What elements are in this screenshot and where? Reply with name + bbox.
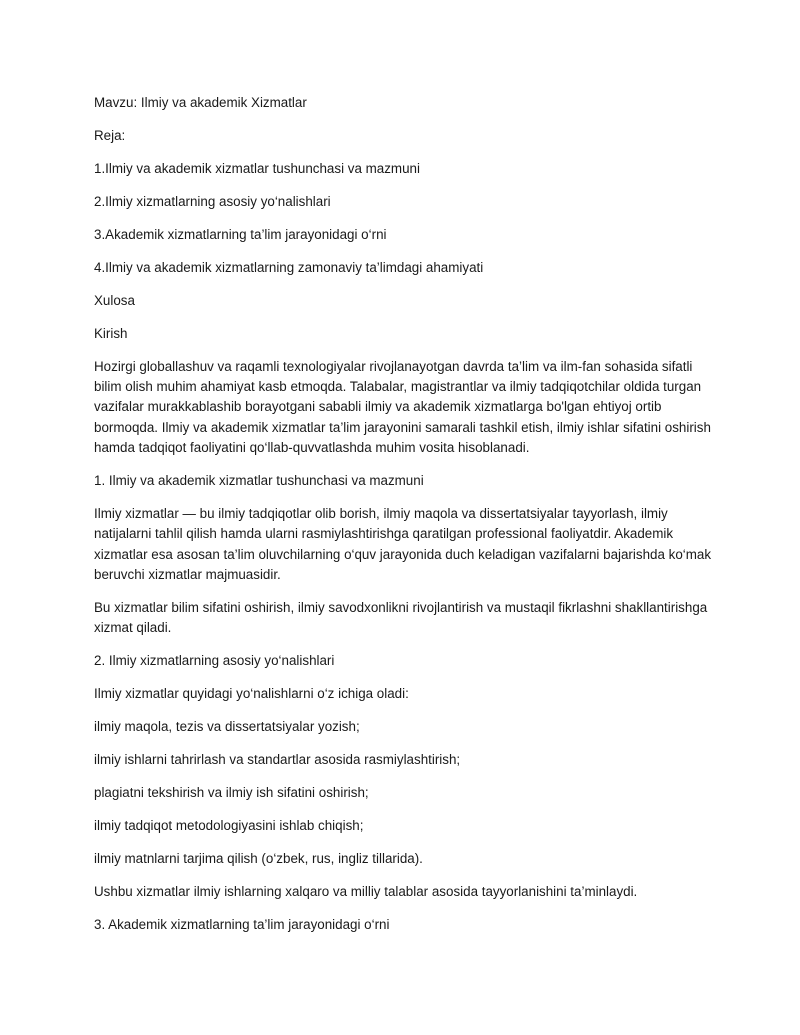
list-item: plagiatni tekshirish va ilmiy ish sifatini oshirish; bbox=[94, 785, 369, 801]
list-item: ilmiy matnlarni tarjima qilish (o‘zbek, rus, ingliz tillarida). bbox=[94, 851, 423, 867]
intro-paragraph: Hozirgi globallashuv va raqamli texnologiyalar rivojlanayotgan davrda ta’lim va ilm-fan sohasida sifatli bilim olish muhim ahamiyat kasb etmoqda. Talabalar, magistrantlar va ilmiy tadqiqotchilar oldida turgan vazifalar murakkablashib borayotgani sababli ilmiy va akademik xizmatlarga bo'lgan ehtiyoj ortib bormoqda. Ilmiy va akademik xizmatlar ta’lim jarayonini samarali tashkil etish, ilmiy ishlar sifatini oshirish hamda tadqiqot faoliyatini qo‘llab-quvvatlashda muhim vosita hisoblanadi. bbox=[94, 358, 711, 456]
section-paragraph: Ushbu xizmatlar ilmiy ishlarning xalqaro va milliy talablar asosida tayyorlanishini ta’minlaydi. bbox=[94, 884, 638, 900]
section-heading: 3. Akademik xizmatlarning ta’lim jarayonidagi o‘rni bbox=[94, 917, 390, 933]
plan-item: 4.Ilmiy va akademik xizmatlarning zamonaviy ta’limdagi ahamiyati bbox=[94, 259, 484, 275]
topic-title: Mavzu: Ilmiy va akademik Xizmatlar bbox=[94, 95, 307, 110]
plan-item: 2.Ilmiy xizmatlarning asosiy yo‘nalishlari bbox=[94, 193, 331, 209]
list-item: ilmiy tadqiqot metodologiyasini ishlab chiqish; bbox=[94, 818, 364, 834]
intro-label: Kirish bbox=[94, 325, 128, 341]
section-paragraph: Bu xizmatlar bilim sifatini oshirish, ilmiy savodxonlikni rivojlantirish va mustaqil fikrlashni shakllantirishga xizmat qiladi. bbox=[94, 599, 708, 636]
section-heading: 1. Ilmiy va akademik xizmatlar tushunchasi va mazmuni bbox=[94, 473, 424, 489]
section-paragraph: Ilmiy xizmatlar quyidagi yo‘nalishlarni o‘z ichiga oladi: bbox=[94, 686, 409, 702]
conclusion-label: Xulosa bbox=[94, 292, 135, 308]
plan-label: Reja: bbox=[94, 127, 126, 143]
plan-item: 3.Akademik xizmatlarning ta’lim jarayonidagi o‘rni bbox=[94, 226, 387, 242]
plan-item: 1.Ilmiy va akademik xizmatlar tushunchasi va mazmuni bbox=[94, 160, 420, 176]
section-paragraph: Ilmiy xizmatlar — bu ilmiy tadqiqotlar olib borish, ilmiy maqola va dissertatsiyalar tayyorlash, ilmiy natijalarni tahlil qilish hamda ularni rasmiylashtirishga qaratilgan professional faoliyatdir. Akademik xizmatlar esa asosan ta’lim oluvchilarning o‘quv jarayonida duch keladigan vazifalarni bajarishda ko‘mak beruvchi xizmatlar majmuasidir. bbox=[94, 506, 712, 582]
list-item: ilmiy ishlarni tahrirlash va standartlar asosida rasmiylashtirish; bbox=[94, 752, 461, 768]
section-heading: 2. Ilmiy xizmatlarning asosiy yo‘nalishlari bbox=[94, 653, 335, 669]
document-page bbox=[94, 93, 712, 948]
list-item: ilmiy maqola, tezis va dissertatsiyalar yozish; bbox=[94, 719, 360, 735]
